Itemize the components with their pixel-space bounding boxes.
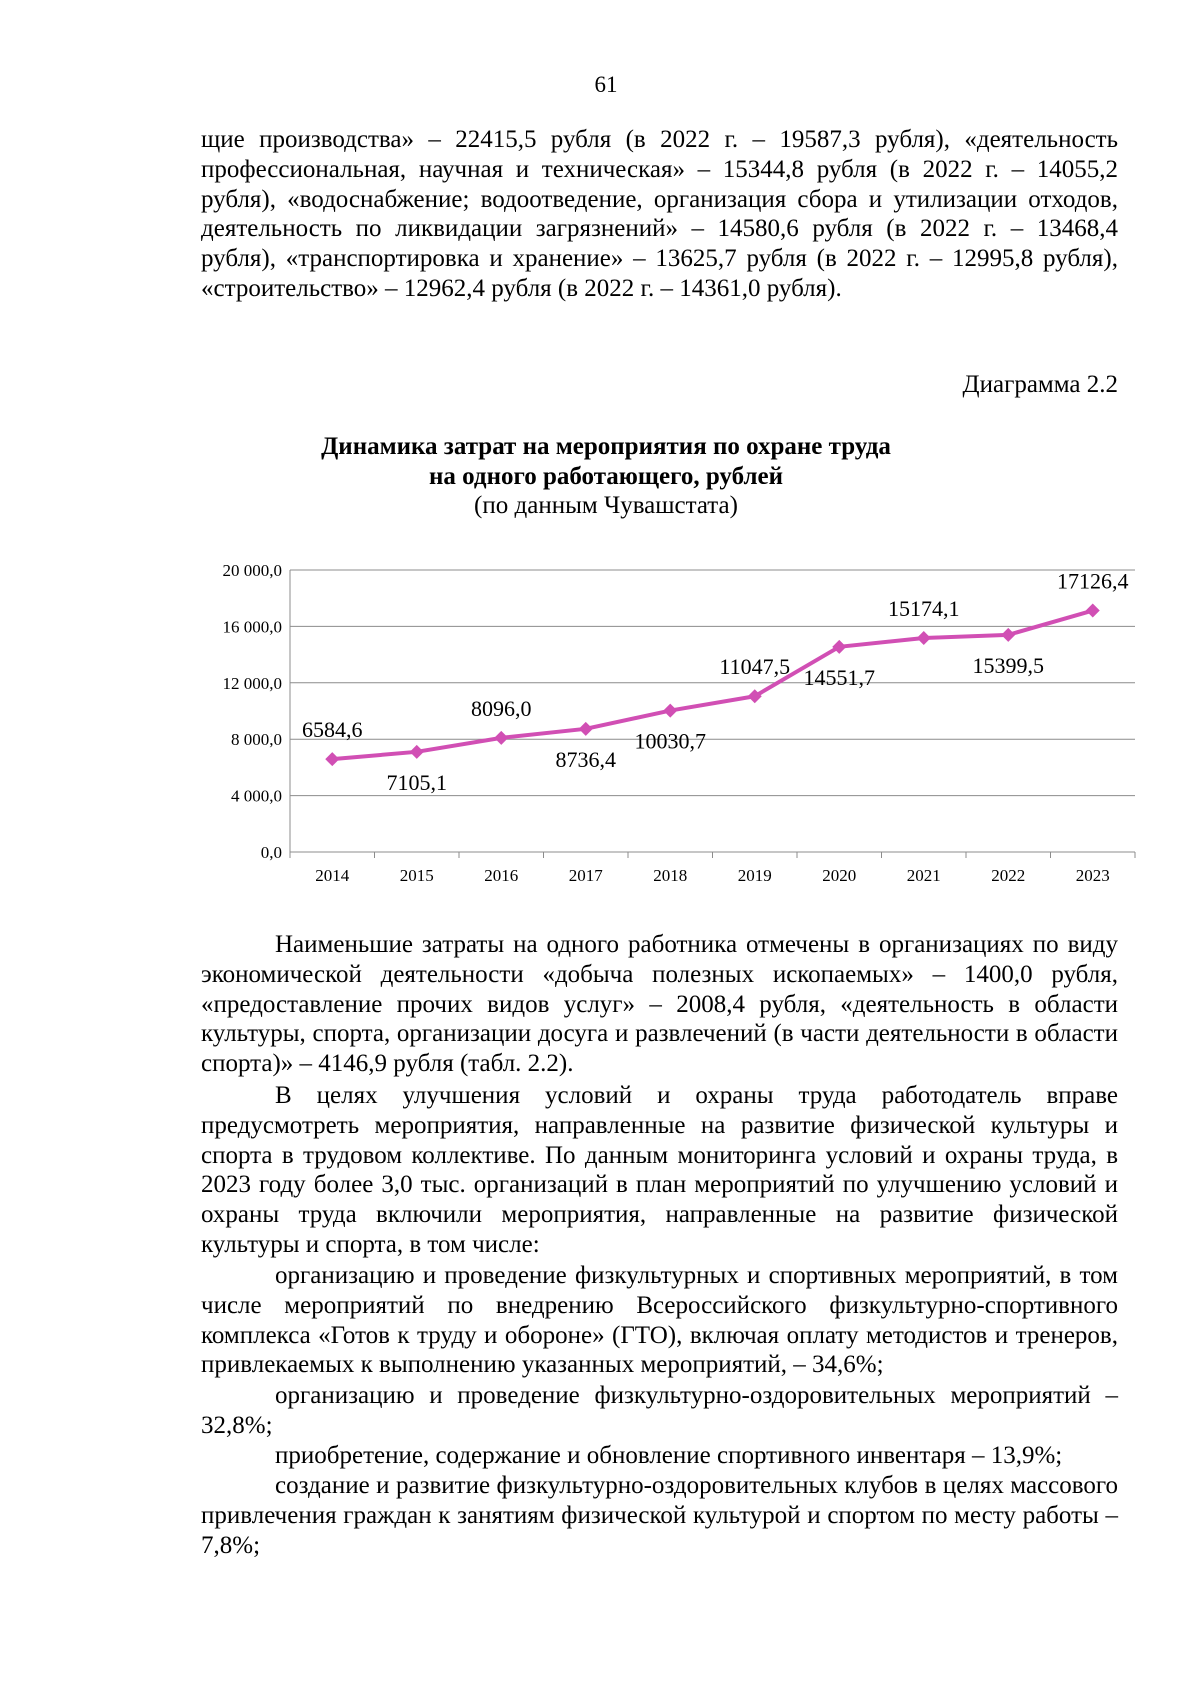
- y-tick-label: 4 000,0: [231, 786, 282, 806]
- data-point-marker: [1086, 604, 1100, 618]
- paragraph-bottom-4: организацию и проведение физкультурно-оздоровительных мероприятий – 32,8%;: [201, 1382, 1118, 1439]
- y-tick-label: 8 000,0: [231, 730, 282, 750]
- y-tick-label: 12 000,0: [222, 673, 282, 693]
- x-tick-label: 2021: [906, 866, 941, 885]
- data-point-marker: [325, 752, 339, 766]
- data-point-marker: [579, 722, 593, 736]
- data-label: 17126,4: [1057, 568, 1129, 594]
- data-label: 15174,1: [888, 596, 960, 622]
- data-label: 11047,5: [719, 654, 791, 680]
- data-point-marker: [917, 631, 931, 645]
- y-tick-label: 16 000,0: [222, 617, 282, 637]
- y-tick-label: 0,0: [260, 843, 282, 862]
- diagram-label: Диаграмма 2.2: [962, 371, 1118, 398]
- x-tick-label: 2018: [653, 866, 688, 885]
- paragraph-top-1: щие производства» – 22415,5 рубля (в 2022 г. – 19587,3 рубля), «деятельность профессиональная, научная и техническая» – 15344,8 рубля (в 2022 г. – 14055,2 рубля), «водоснабжение; водоотведение, организация сбора и утилизации отходов, деятельность по ликвидации загрязнений» – 14580,6 рубля (в 2022 г. – 13468,4 рубля), «транспортировка и хранение» – 13625,7 рубля (в 2022 г. – 12995,8 рубля), «строительство» – 12962,4 рубля (в 2022 г. – 14361,0 рубля).: [201, 126, 1118, 302]
- data-label: 7105,1: [386, 769, 447, 795]
- x-tick-label: 2023: [1075, 866, 1110, 885]
- chart-subtitle: (по данным Чувашстата): [474, 492, 738, 519]
- chart-title: [0, 432, 1200, 492]
- data-label: 10030,7: [634, 728, 706, 754]
- x-tick-label: 2017: [568, 866, 603, 885]
- paragraph-bottom-2: В целях улучшения условий и охраны труда работодатель вправе предусмотреть мероприятия, направленные на развитие физической культуры и спорта в трудовом коллективе. По данным мониторинга условий и охраны труда, в 2023 году более 3,0 тыс. организаций в план мероприятий по улучшению условий и охраны труда включили мероприятия, направленные на развитие физической культуры и спорта, в том числе:: [201, 1082, 1118, 1258]
- x-tick-label: 2020: [822, 866, 857, 885]
- paragraph-bottom-6: создание и развитие физкультурно-оздоровительных клубов в целях массового привлечения граждан к занятиям физической культурой и спортом по месту работы – 7,8%;: [201, 1472, 1118, 1559]
- data-point-marker: [1001, 628, 1015, 642]
- paragraph-bottom-1: Наименьшие затраты на одного работника отмечены в организациях по виду экономической деятельности «добыча полезных ископаемых» – 1400,0 рубля, «предоставление прочих видов услуг» – 2008,4 рубля, «деятельность в области культуры, спорта, организации досуга и развлечений (в части деятельности в области спорта)» – 4146,9 рубля (табл. 2.2).: [201, 931, 1118, 1078]
- chart-title-line-1: Динамика затрат на мероприятия по охране труда: [321, 433, 891, 460]
- data-point-marker: [663, 704, 677, 718]
- x-tick-label: 2019: [737, 866, 772, 885]
- data-label: 14551,7: [803, 664, 875, 690]
- data-label: 8736,4: [555, 746, 616, 772]
- data-label: 6584,6: [302, 717, 363, 743]
- x-tick-label: 2016: [484, 866, 519, 885]
- page-number: 61: [594, 72, 618, 97]
- y-tick-label: 20 000,0: [222, 561, 282, 580]
- chart-title-line-2: на одного работающего, рублей: [429, 463, 783, 490]
- series-line: [332, 611, 1093, 760]
- data-point-marker: [410, 745, 424, 759]
- data-label: 8096,0: [471, 695, 532, 721]
- line-chart: [185, 552, 1145, 892]
- paragraph-bottom-5: приобретение, содержание и обновление спортивного инвентаря – 13,9%;: [275, 1442, 1063, 1469]
- x-tick-label: 2022: [991, 866, 1026, 885]
- x-tick-label: 2015: [399, 866, 434, 885]
- paragraph-bottom-3: организацию и проведение физкультурных и спортивных мероприятий, в том числе мероприятий по внедрению Всероссийского физкультурно-спортивного комплекса «Готов к труду и обороне» (ГТО), включая оплату методистов и тренеров, привлекаемых к выполнению указанных мероприятий, – 34,6%;: [201, 1262, 1118, 1379]
- x-tick-label: 2014: [315, 866, 350, 885]
- data-label: 15399,5: [972, 652, 1044, 678]
- data-point-marker: [494, 731, 508, 745]
